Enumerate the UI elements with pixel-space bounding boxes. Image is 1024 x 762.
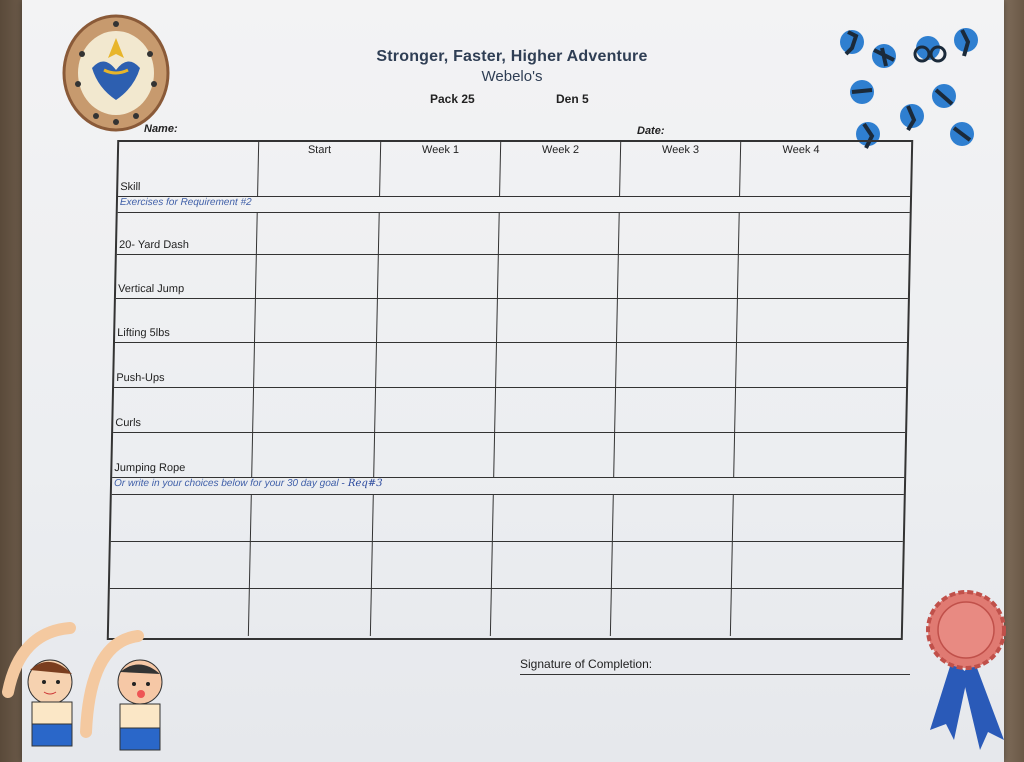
entry-cell[interactable] xyxy=(492,541,613,588)
entry-cell[interactable] xyxy=(375,387,496,432)
entry-cell[interactable] xyxy=(253,387,376,432)
worksheet-header xyxy=(0,48,1024,85)
requirement-note: Exercises for Requirement #2 xyxy=(119,197,252,208)
progress-table xyxy=(107,140,913,640)
entry-cell[interactable] xyxy=(254,342,377,387)
header-cell-week3: Week 3 xyxy=(620,142,741,196)
entry-cell[interactable] xyxy=(733,494,904,541)
write-in-note-row xyxy=(112,477,904,495)
entry-cell[interactable] xyxy=(616,342,737,387)
table-row xyxy=(117,212,910,255)
entry-cell[interactable] xyxy=(731,588,902,636)
entry-cell[interactable] xyxy=(499,212,620,254)
header-cell-skill: Skill xyxy=(118,142,259,196)
date-field-label: Date: xyxy=(637,125,665,137)
entry-cell[interactable] xyxy=(379,212,500,254)
table-row xyxy=(109,588,902,636)
skill-label: Vertical Jump xyxy=(117,283,185,295)
entry-cell[interactable] xyxy=(373,494,494,541)
entry-cell[interactable] xyxy=(735,387,906,432)
table-row xyxy=(112,432,905,478)
entry-cell[interactable] xyxy=(493,494,614,541)
entry-cell[interactable] xyxy=(612,541,733,588)
entry-cell[interactable] xyxy=(249,588,372,636)
entry-cell[interactable] xyxy=(496,342,617,387)
entry-cell[interactable] xyxy=(252,432,375,477)
entry-cell[interactable] xyxy=(255,298,378,342)
header-cell-week1: Week 1 xyxy=(380,142,501,196)
entry-cell[interactable] xyxy=(737,298,908,342)
page-subtitle: Webelo's xyxy=(481,68,543,85)
skill-label: Curls xyxy=(115,417,142,429)
entry-cell[interactable] xyxy=(497,298,618,342)
entry-cell[interactable] xyxy=(495,387,616,432)
table-row xyxy=(114,342,907,388)
write-in-note: Or write in your choices below for your 30 day goal - Req#3 xyxy=(113,478,383,489)
entry-cell[interactable] xyxy=(738,254,909,298)
entry-cell[interactable] xyxy=(111,494,252,541)
skill-label: 20- Yard Dash xyxy=(118,239,190,251)
entry-cell[interactable] xyxy=(498,254,619,298)
entry-cell[interactable] xyxy=(256,254,379,298)
entry-cell[interactable] xyxy=(371,588,492,636)
entry-cell[interactable] xyxy=(494,432,615,477)
entry-cell[interactable] xyxy=(377,298,498,342)
table-row xyxy=(113,387,906,433)
entry-cell[interactable] xyxy=(250,541,373,588)
section-note-row xyxy=(118,196,910,213)
entry-cell[interactable] xyxy=(734,432,905,477)
entry-cell[interactable] xyxy=(618,254,739,298)
signature-line[interactable] xyxy=(520,674,910,675)
entry-cell[interactable] xyxy=(611,588,732,636)
entry-cell[interactable] xyxy=(491,588,612,636)
skill-label: Jumping Rope xyxy=(114,462,186,474)
skill-label: Lifting 5lbs xyxy=(117,327,170,339)
entry-cell[interactable] xyxy=(614,432,735,477)
stretching-kids-illustration xyxy=(0,622,180,762)
table-header-row xyxy=(118,142,911,197)
name-field-label: Name: xyxy=(144,123,178,135)
table-row xyxy=(111,494,904,542)
entry-cell[interactable] xyxy=(378,254,499,298)
entry-cell[interactable] xyxy=(739,212,910,254)
ribbon-award-icon xyxy=(922,590,1012,755)
page-title: Stronger, Faster, Higher Adventure xyxy=(376,48,648,65)
entry-cell[interactable] xyxy=(251,494,374,541)
handwritten-annotation: - Req#3 xyxy=(341,478,383,489)
den-label: Den 5 xyxy=(556,92,589,106)
entry-cell[interactable] xyxy=(732,541,903,588)
entry-cell[interactable] xyxy=(613,494,734,541)
header-cell-week2: Week 2 xyxy=(500,142,621,196)
pack-label: Pack 25 xyxy=(430,92,475,106)
signature-label: Signature of Completion: xyxy=(520,657,653,671)
sports-icons-cluster xyxy=(838,26,988,156)
skill-label: Push-Ups xyxy=(116,372,165,384)
entry-cell[interactable] xyxy=(619,212,740,254)
entry-cell[interactable] xyxy=(736,342,907,387)
entry-cell[interactable] xyxy=(374,432,495,477)
entry-cell[interactable] xyxy=(372,541,493,588)
table-row xyxy=(116,254,909,299)
table-row xyxy=(110,541,903,589)
entry-cell[interactable] xyxy=(617,298,738,342)
entry-cell[interactable] xyxy=(110,541,251,588)
entry-cell[interactable] xyxy=(615,387,736,432)
table-row xyxy=(115,298,908,343)
header-cell-week4: Week 4 xyxy=(782,144,820,156)
header-cell-start: Start xyxy=(258,142,381,196)
entry-cell[interactable] xyxy=(257,212,380,254)
entry-cell[interactable] xyxy=(376,342,497,387)
